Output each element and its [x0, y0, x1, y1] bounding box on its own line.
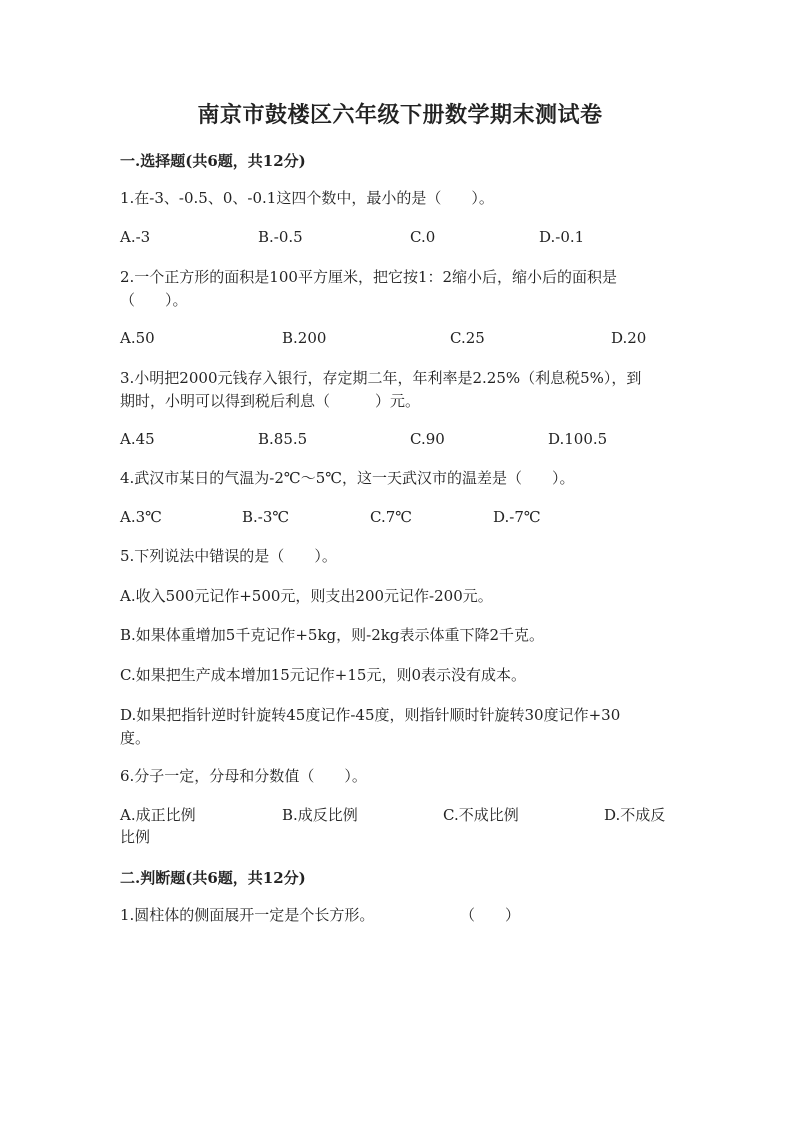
question-2-stem-line1: 2.一个正方形的面积是100平方厘米，把它按1：2缩小后，缩小后的面积是: [120, 268, 618, 286]
judgment-question-1-stem: 1.圆柱体的侧面展开一定是个长方形。: [120, 906, 375, 924]
question-3-option-b: B.85.5: [258, 430, 308, 448]
question-3-stem-line2: 期时，小明可以得到税后利息（ ）元。: [120, 392, 421, 410]
question-1-option-c: C.0: [410, 228, 436, 246]
section-heading-choice: 一.选择题(共6题，共12分): [120, 152, 306, 170]
question-6-option-d-wrap: 比例: [120, 828, 151, 846]
question-5-stem: 5.下列说法中错误的是（ ）。: [120, 547, 337, 565]
question-5-option-c: C.如果把生产成本增加15元记作+15元，则0表示没有成本。: [120, 666, 526, 684]
question-4-option-d: D.-7℃: [493, 508, 541, 526]
question-6-stem: 6.分子一定，分母和分数值（ ）。: [120, 767, 367, 785]
judgment-question-1-answer-bracket: （ ）: [460, 906, 521, 924]
question-6-option-c: C.不成比例: [443, 806, 519, 824]
question-5-option-a: A.收入500元记作+500元，则支出200元记作-200元。: [120, 587, 493, 605]
question-1-option-d: D.-0.1: [539, 228, 585, 246]
question-6-option-b: B.成反比例: [282, 806, 358, 824]
question-4-option-b: B.-3℃: [242, 508, 290, 526]
page-title: 南京市鼓楼区六年级下册数学期末测试卷: [197, 102, 603, 128]
section-heading-judgment: 二.判断题(共6题，共12分): [120, 869, 306, 887]
question-2-option-c: C.25: [450, 329, 485, 347]
question-5-option-b: B.如果体重增加5千克记作+5kg，则-2kg表示体重下降2千克。: [120, 626, 544, 644]
question-1-option-a: A.-3: [120, 228, 151, 246]
question-3-option-a: A.45: [120, 430, 155, 448]
question-4-stem: 4.武汉市某日的气温为-2℃～5℃，这一天武汉市的温差是（ ）。: [120, 469, 575, 487]
question-1-option-b: B.-0.5: [258, 228, 303, 246]
question-2-stem-line2: （ ）。: [120, 291, 188, 309]
question-2-option-d: D.20: [611, 329, 647, 347]
question-6-option-a: A.成正比例: [120, 806, 196, 824]
question-4-option-a: A.3℃: [120, 508, 162, 526]
question-3-stem-line1: 3.小明把2000元钱存入银行，存定期二年，年利率是2.25%（利息税5%），到: [120, 369, 642, 387]
question-3-option-d: D.100.5: [548, 430, 608, 448]
question-6-option-d: D.不成反: [604, 806, 666, 824]
question-3-option-c: C.90: [410, 430, 445, 448]
question-2-option-b: B.200: [282, 329, 327, 347]
question-4-option-c: C.7℃: [370, 508, 413, 526]
question-2-option-a: A.50: [120, 329, 155, 347]
question-5-option-d-line1: D.如果把指针逆时针旋转45度记作-45度，则指针顺时针旋转30度记作+30: [120, 706, 621, 724]
question-5-option-d-line2: 度。: [120, 729, 151, 747]
question-1-stem: 1.在-3、-0.5、0、-0.1这四个数中，最小的是（ ）。: [120, 189, 494, 207]
